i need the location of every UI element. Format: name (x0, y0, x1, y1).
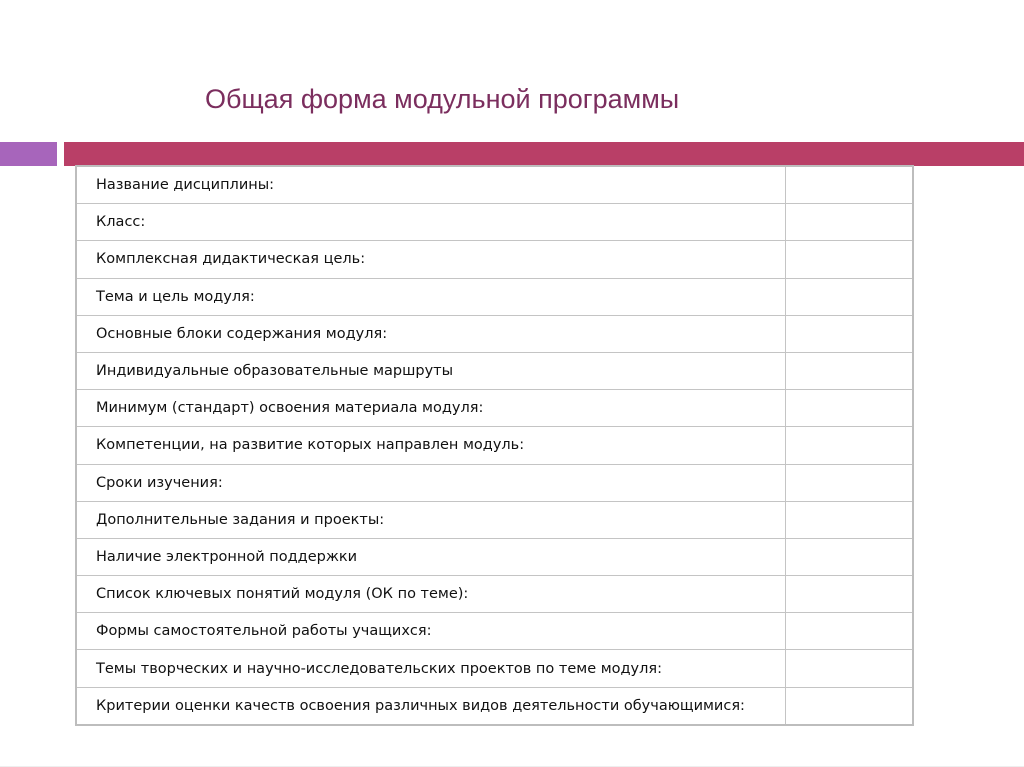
row-label: Формы самостоятельной работы учащихся: (76, 613, 786, 650)
table-row (76, 650, 913, 687)
accent-bar-red (64, 142, 1024, 166)
row-value-cell (786, 352, 914, 389)
row-value-cell (786, 278, 914, 315)
row-label: Тема и цель модуля: (76, 278, 786, 315)
row-label: Название дисциплины: (76, 166, 786, 204)
table-row (76, 576, 913, 613)
row-label: Критерии оценки качеств освоения различных видов деятельности обучающимися: (76, 687, 786, 725)
row-label: Минимум (стандарт) освоения материала модуля: (76, 390, 786, 427)
row-label: Дополнительные задания и проекты: (76, 501, 786, 538)
row-value-cell (786, 613, 914, 650)
row-label: Темы творческих и научно-исследовательских проектов по теме модуля: (76, 650, 786, 687)
row-value-cell (786, 390, 914, 427)
row-label: Сроки изучения: (76, 464, 786, 501)
row-label: Компетенции, на развитие которых направлен модуль: (76, 427, 786, 464)
table-row (76, 241, 913, 278)
row-label: Класс: (76, 204, 786, 241)
table-row (76, 464, 913, 501)
table-row (76, 278, 913, 315)
row-label: Наличие электронной поддержки (76, 538, 786, 575)
row-value-cell (786, 315, 914, 352)
table-row (76, 204, 913, 241)
module-program-table (75, 165, 914, 726)
row-label: Основные блоки содержания модуля: (76, 315, 786, 352)
accent-bar-purple (0, 142, 57, 166)
table-row (76, 427, 913, 464)
row-label: Список ключевых понятий модуля (ОК по теме): (76, 576, 786, 613)
row-value-cell (786, 427, 914, 464)
table-row (76, 315, 913, 352)
row-value-cell (786, 687, 914, 725)
table-row (76, 538, 913, 575)
row-value-cell (786, 204, 914, 241)
row-value-cell (786, 538, 914, 575)
row-value-cell (786, 576, 914, 613)
row-value-cell (786, 464, 914, 501)
table-row (76, 390, 913, 427)
table-row (76, 352, 913, 389)
slide-title: Общая форма модульной программы (205, 84, 680, 114)
row-label: Комплексная дидактическая цель: (76, 241, 786, 278)
row-value-cell (786, 501, 914, 538)
table-row (76, 501, 913, 538)
table-row (76, 166, 913, 204)
row-value-cell (786, 241, 914, 278)
table-row (76, 687, 913, 725)
row-value-cell (786, 166, 914, 204)
table-row (76, 613, 913, 650)
row-label: Индивидуальные образовательные маршруты (76, 352, 786, 389)
row-value-cell (786, 650, 914, 687)
